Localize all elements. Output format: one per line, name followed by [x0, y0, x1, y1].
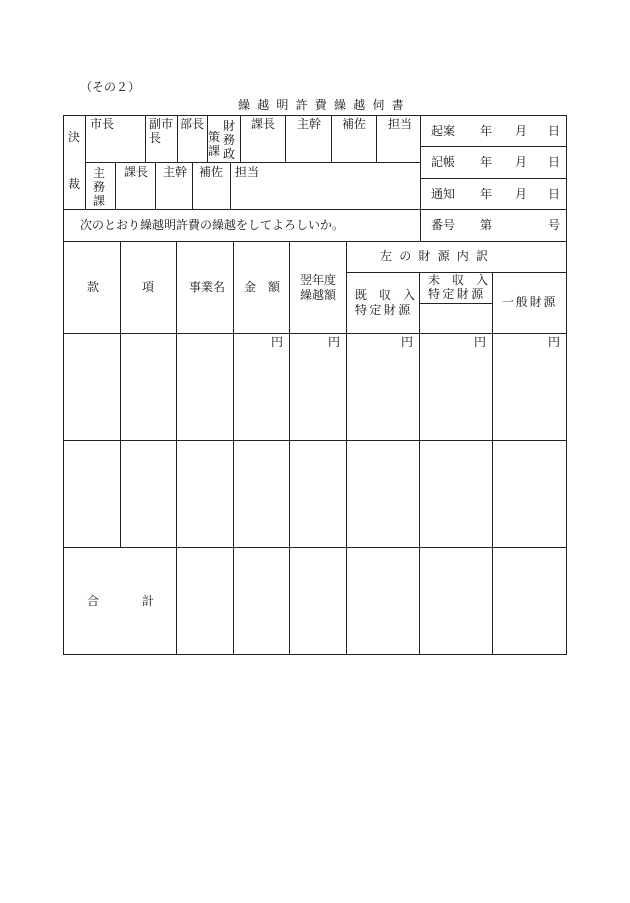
finance-division-label: 財 務 政: [223, 119, 236, 161]
main-section-chief-label: 課長: [124, 165, 149, 179]
unit-amount: 円: [271, 335, 284, 349]
vice-mayor-label-1: 副市: [149, 117, 174, 131]
col-not-received-1: 未 収 入: [428, 273, 489, 287]
unit-not-received: 円: [474, 335, 487, 349]
unit-general: 円: [548, 335, 561, 349]
col-amount: 金 額: [244, 280, 281, 294]
kessai-label-2: 裁: [68, 177, 81, 191]
col-received-1: 既 収 入: [355, 288, 416, 302]
assistant-label: 補佐: [342, 117, 367, 131]
policy-section-label: 策 課: [208, 130, 221, 158]
main-division-label: 主 務 課: [93, 166, 106, 208]
request-text: 次のとおり繰越明許費の繰越をしてよろしいか。: [80, 218, 345, 232]
unit-received: 円: [401, 335, 414, 349]
col-project-name: 事業名: [189, 280, 226, 294]
section-chief-label: 課長: [251, 117, 276, 131]
main-person-in-charge-label: 担当: [235, 165, 260, 179]
chief-staff-label: 主幹: [297, 117, 322, 131]
form-title: 繰越明許費繰越伺書: [238, 98, 411, 112]
mayor-label: 市長: [90, 117, 115, 131]
col-kan: 款: [87, 280, 100, 294]
director-label: 部長: [180, 117, 205, 131]
vice-mayor-label-2: 長: [149, 131, 162, 145]
col-kou: 項: [142, 280, 155, 294]
main-assistant-label: 補佐: [199, 165, 224, 179]
col-carryover-1: 翌年度: [300, 273, 337, 287]
col-breakdown: 左の財源内訳: [380, 249, 496, 263]
total-label-1: 合: [87, 594, 100, 608]
main-chief-staff-label: 主幹: [163, 165, 188, 179]
person-in-charge-label: 担当: [388, 117, 413, 131]
col-not-received-2: 特定財源: [428, 287, 486, 301]
unit-carryover: 円: [328, 335, 341, 349]
col-general-funds: 一般財源: [502, 295, 558, 309]
total-label-2: 計: [142, 594, 155, 608]
kessai-label-1: 決: [68, 130, 81, 144]
form-subtitle: （その２）: [80, 80, 141, 94]
col-carryover-2: 繰越額: [300, 288, 337, 302]
col-received-2: 特定財源: [355, 303, 413, 317]
